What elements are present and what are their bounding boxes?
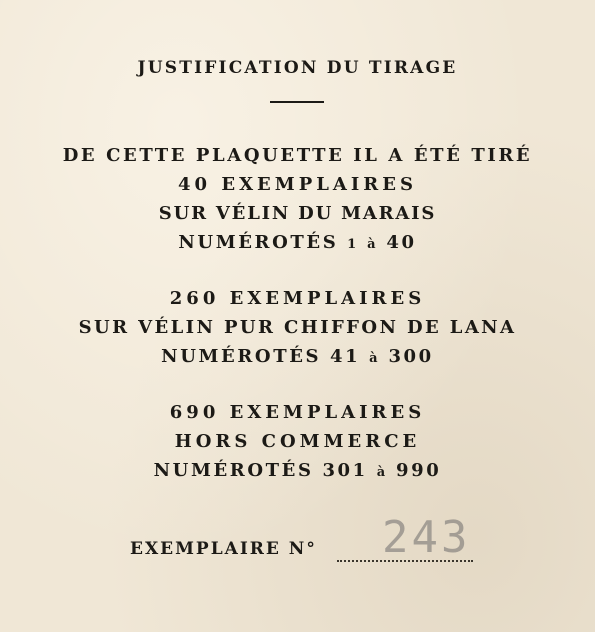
- edition-2-exemplaires: EXEMPLAIRES: [229, 288, 426, 309]
- edition-2-numbering: [0, 348, 595, 366]
- edition-2-to: 300: [388, 346, 434, 367]
- intro-text: DE CETTE PLAQUETTE IL A ÉTÉ TIRÉ: [62, 145, 533, 166]
- edition-1-to: 40: [386, 232, 417, 253]
- edition-2-paper: SUR VÉLIN PUR CHIFFON DE LANA: [78, 317, 517, 338]
- edition-2-numbered-label: NUMÉROTÉS: [161, 346, 322, 367]
- edition-1-paper: SUR VÉLIN DU MARAIS: [158, 203, 437, 224]
- edition-3-paper: HORS COMMERCE: [174, 431, 421, 452]
- edition-3-count-line: [0, 404, 595, 422]
- edition-2-a: à: [369, 351, 380, 366]
- title-rule: [270, 101, 324, 103]
- edition-2-from: 41: [330, 346, 361, 367]
- edition-3-to: 990: [396, 460, 442, 481]
- document-title: JUSTIFICATION DU TIRAGE: [137, 58, 458, 78]
- edition-3-numbering: [0, 462, 595, 480]
- edition-1-a: à: [367, 237, 378, 252]
- edition-3-a: à: [376, 465, 388, 480]
- edition-3-exemplaires: EXEMPLAIRES: [229, 402, 426, 423]
- edition-1-numbered-label: NUMÉROTÉS: [178, 232, 339, 253]
- edition-1-exemplaires: EXEMPLAIRES: [221, 174, 417, 195]
- edition-1-count: 40: [178, 174, 212, 195]
- edition-3-numbered-label: NUMÉROTÉS: [153, 460, 314, 481]
- edition-1-from: 1: [347, 237, 359, 252]
- edition-3-from: 301: [322, 460, 368, 481]
- copy-label: EXEMPLAIRE N°: [130, 539, 317, 559]
- edition-3-count: 690: [169, 402, 220, 423]
- copy-number-stamp: 243: [382, 512, 471, 563]
- edition-2-count: 260: [169, 288, 220, 309]
- edition-1-count-line: [0, 176, 595, 194]
- edition-2-count-line: [0, 290, 595, 308]
- edition-1-numbering: [0, 234, 595, 252]
